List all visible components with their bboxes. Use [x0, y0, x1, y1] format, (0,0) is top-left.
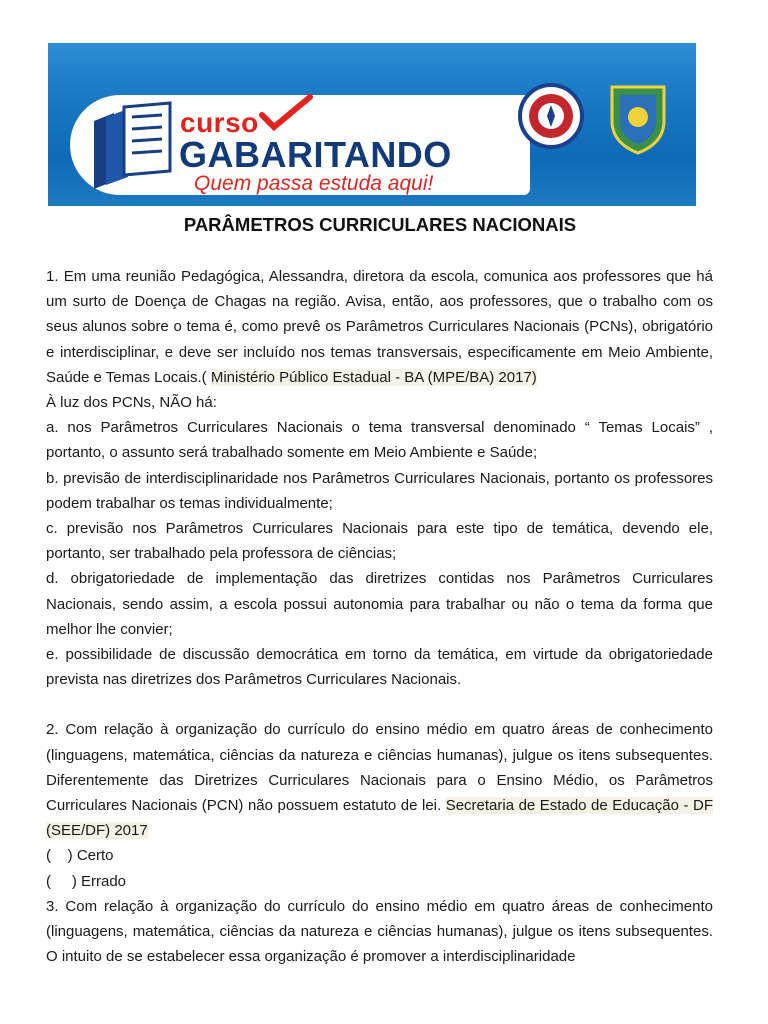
question-2-stem	[46, 717, 713, 843]
questions-content	[46, 264, 713, 969]
question-1-option-b: b. previsão de interdisciplinaridade nos Parâmetros Curriculares Nacionais, portanto os professores podem trabalhar os temas individualmente;	[46, 469, 713, 512]
logo-gabaritando-text: GABARITANDO	[179, 134, 452, 175]
question-2-source: Secretaria de Estado de Educação - DF (SEE/DF) 2017	[46, 797, 713, 840]
logo-curso-text: curso	[180, 107, 259, 138]
logo-slogan: Quem passa estuda aqui!	[194, 172, 434, 195]
question-3-stem: 3. Com relação à organização do currículo do ensino médio em quatro áreas de conhecimento (linguagens, matemática, ciências da natureza e ciências humanas), julgue os itens subsequentes. O intuito de se estabelecer essa organização é promover a interdisciplinaridade	[46, 897, 713, 966]
question-2-choice-errado: ( ) Errado	[46, 872, 127, 890]
check-mark-icon	[258, 93, 314, 131]
question-1-option-c: c. previsão nos Parâmetros Curriculares Nacionais para este tipo de temática, devendo ele, portanto, ser trabalhado pela professora de ciências;	[46, 520, 713, 563]
document-title: PARÂMETROS CURRICULARES NACIONAIS	[183, 214, 577, 235]
header-banner	[48, 43, 696, 206]
question-1-option-a: a. nos Parâmetros Curriculares Nacionais o tema transversal denominado “ Temas Locais” , portanto, o assunto será trabalhado somente em Meio Ambiente e Saúde;	[46, 419, 713, 462]
question-1-option-d: d. obrigatoriedade de implementação das diretrizes contidas nos Parâmetros Curriculares Nacionais, sendo assim, a escola possui autonomia para trabalhar ou não o tema da forma que melhor lhe convier;	[46, 570, 713, 638]
spacer	[46, 692, 713, 717]
question-1-stem	[46, 264, 713, 390]
question-2-text: 2. Com relação à organização do currículo do ensino médio em quatro áreas de conhecimento (linguagens, matemática, ciências da natureza e ciências humanas), julgue os itens subsequentes. Diferentemente das Diretrizes Curriculares Nacionais para o Ensino Médio, os Parâmetros Curriculares Nacionais (PCN) não possuem estatuto de lei.	[46, 721, 713, 815]
question-1-prompt: À luz dos PCNs, NÃO há:	[46, 394, 217, 412]
book-icon	[84, 101, 184, 193]
question-1-option-e: e. possibilidade de discussão democrática em torno da temática, em virtude da obrigatoriedade prevista nas diretrizes dos Parâmetros Curriculares Nacionais.	[46, 646, 713, 689]
shield-emblem-icon	[608, 81, 668, 155]
question-1-text: 1. Em uma reunião Pedagógica, Alessandra, diretora da escola, comunica aos professores que há um surto de Doença de Chagas na região. Avisa, então, aos professores, que o trabalho com os seus alunos sobre o tema é, como prevê os Parâmetros Curriculares Nacionais (PCNs), obrigatório e interdisciplinar, e deve ser incluído nos temas transversais, especificamente em Meio Ambiente, Saúde e Temas Locais.(	[46, 268, 713, 386]
question-1-source: Ministério Público Estadual - BA (MPE/BA) 2017)	[210, 368, 537, 386]
seal-icon	[518, 83, 584, 149]
question-2-choice-certo: ( ) Certo	[46, 847, 114, 865]
